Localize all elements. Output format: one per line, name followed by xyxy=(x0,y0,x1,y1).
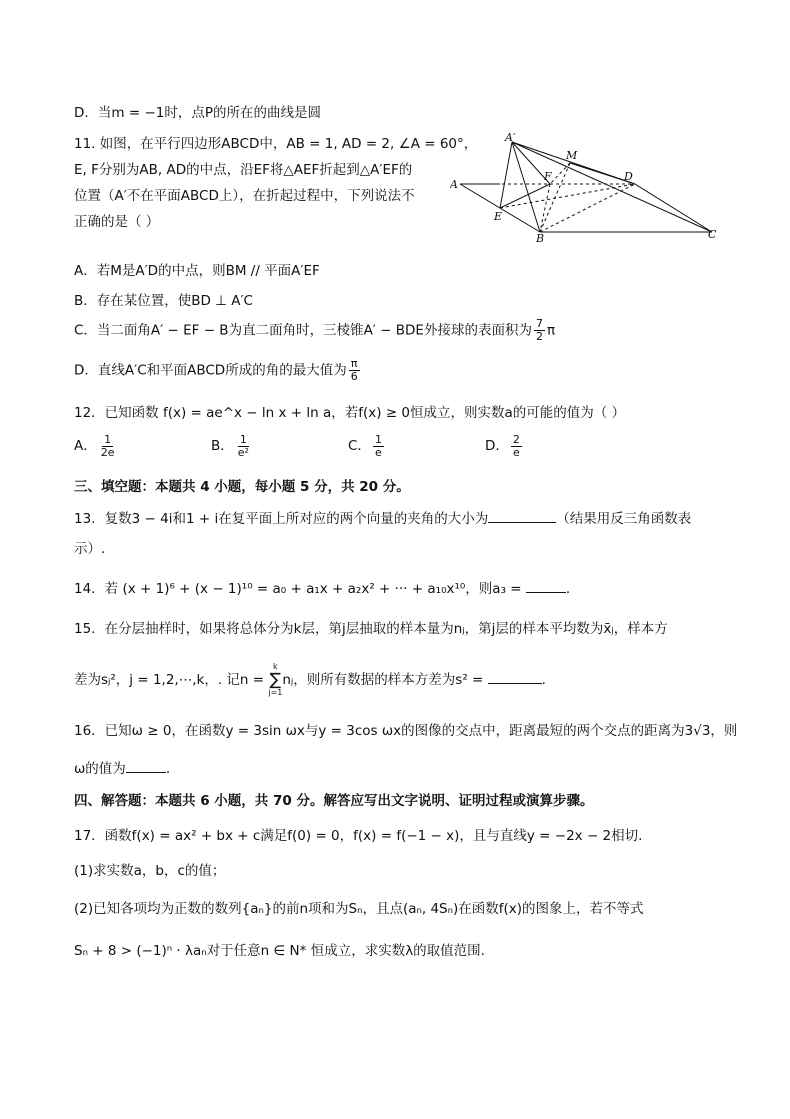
section-4-heading: 四、解答题：本题共 6 小题，共 70 分。解答应写出文字说明、证明过程或演算步骤。 xyxy=(74,793,594,809)
q17-part-2-line-1: (2)已知各项均为正数的数列{aₙ}的前n项和为Sₙ，且点(aₙ, 4Sₙ)在函数f(x)的图象上，若不等式 xyxy=(74,901,644,917)
q12-option-d xyxy=(485,432,622,460)
q12-option-a-den: 2e xyxy=(100,445,115,459)
q11-option-c-den: 2 xyxy=(535,330,543,343)
q11-option-c-fraction xyxy=(534,318,545,343)
q12-option-b-num: 1 xyxy=(239,432,247,446)
q12-options xyxy=(74,432,622,460)
q14-answer-blank[interactable] xyxy=(526,580,566,593)
q15-text-post: . xyxy=(541,672,546,688)
q15-text: 差为sⱼ²，j = 1,2,⋯,k，. 记n = xyxy=(74,672,269,688)
q13-line-2: 示）. xyxy=(74,541,106,557)
q12-option-a xyxy=(74,432,211,460)
section-3-heading: 三、填空题：本题共 4 小题，每小题 5 分，共 20 分。 xyxy=(74,479,410,495)
q11-option-d-den: 6 xyxy=(350,370,358,383)
q11-option-a: A．若M是A′D的中点，则BM // 平面A′EF xyxy=(74,263,320,279)
q16-answer-blank[interactable] xyxy=(126,760,166,773)
q11-option-b: B．存在某位置，使BD ⊥ A′C xyxy=(74,293,253,309)
q12-option-a-num: 1 xyxy=(104,432,112,446)
q12-option-c-den: e xyxy=(375,445,382,459)
label-d: D xyxy=(624,170,633,183)
q12-option-c-label: C． xyxy=(348,438,371,454)
q11-stem-line-1: 11. 如图，在平行四边形ABCD中，AB = 1, AD = 2, ∠A = 60°， xyxy=(74,136,478,152)
q17-part-2-line-2: Sₙ + 8 > (−1)ⁿ · λaₙ对于任意n ∈ N* 恒成立，求实数λ的取值范围. xyxy=(74,943,485,959)
q16-text-post: . xyxy=(165,761,171,777)
q13-text: 13．复数3 − 4i和1 + i在复平面上所对应的两个向量的夹角的大小为 xyxy=(74,511,489,527)
q13-answer-blank[interactable] xyxy=(488,510,556,523)
q15-sum-top: k xyxy=(273,662,278,671)
q11-stem-line-2: E, F分别为AB, AD的中点，沿EF将△AEF折起到△A′EF的 xyxy=(74,162,413,178)
label-c: C xyxy=(708,228,717,241)
q11-stem-line-4: 正确的是（ ） xyxy=(74,214,160,230)
q11-option-d-fraction xyxy=(349,358,360,383)
label-e: E xyxy=(494,210,503,223)
q12-stem: 12．已知函数 f(x) = ae^x − ln x + ln a，若f(x) ≥ 0恒成立，则实数a的可能的值为（ ） xyxy=(74,405,626,421)
q15-summation xyxy=(268,662,282,698)
q16-line-2 xyxy=(74,760,170,778)
label-a: A xyxy=(450,178,458,191)
q11-option-c-num: 7 xyxy=(535,317,543,330)
q17-part-1: (1)求实数a，b，c的值； xyxy=(74,863,226,879)
q12-option-d-label: D． xyxy=(485,438,509,454)
q12-option-b xyxy=(211,432,348,460)
q12-option-d-fraction xyxy=(511,434,522,459)
prev-option-d: D．当m = −1时，点P的所在的曲线是圆 xyxy=(74,105,321,121)
q14-text: 14．若 (x + 1)⁶ + (x − 1)¹⁰ = a₀ + a₁x + a₂x² + ··· + a₁₀x¹⁰，则a₃ = xyxy=(74,581,526,597)
label-a-prime: A′ xyxy=(505,132,516,144)
q15-line-2 xyxy=(74,662,546,698)
q15-text-mid: nⱼ，则所有数据的样本方差为s² = xyxy=(282,672,488,688)
q15-answer-blank[interactable] xyxy=(488,671,542,684)
q11-stem xyxy=(74,134,478,232)
q11-option-c-text: C．当二面角A′ − EF − B为直二面角时，三棱锥A′ − BDE外接球的表面积为 xyxy=(74,322,532,339)
q11-stem-line-3: 位置（A′不在平面ABCD上），在折起过程中，下列说法不 xyxy=(74,188,415,204)
q12-option-c-fraction xyxy=(373,434,384,459)
q11-option-d-text: D．直线A′C和平面ABCD所成的角的最大值为 xyxy=(74,362,347,379)
q15-line-1: 15．在分层抽样时，如果将总体分为k层，第j层抽取的样本量为nⱼ，第j层的样本平均数为x̄ⱼ，样本方 xyxy=(74,621,668,637)
q14-line xyxy=(74,580,570,598)
q12-option-b-label: B． xyxy=(211,438,234,454)
q14-text-post: . xyxy=(565,581,571,597)
q12-option-c xyxy=(348,432,485,460)
q13-line-1 xyxy=(74,510,691,528)
label-m: M xyxy=(566,149,578,162)
q11-option-d xyxy=(74,358,362,383)
q11-option-c xyxy=(74,318,555,343)
label-f: F xyxy=(544,170,552,183)
q13-text-post: （结果用反三角函数表 xyxy=(556,511,692,527)
folded-parallelogram-figure xyxy=(450,132,725,242)
q12-option-d-den: e xyxy=(513,445,520,459)
q12-option-c-num: 1 xyxy=(374,432,382,446)
q17-stem: 17．函数f(x) = ax² + bx + c满足f(0) = 0，f(x) = f(−1 − x)，且与直线y = −2x − 2相切. xyxy=(74,828,643,844)
label-b: B xyxy=(536,232,545,242)
q15-sum-sign: ∑ xyxy=(269,670,282,690)
q12-option-b-den: e² xyxy=(237,445,249,459)
q12-option-a-fraction xyxy=(99,434,117,459)
q11-option-c-post: π xyxy=(546,322,556,339)
q16-text: ω的值为 xyxy=(74,761,126,777)
q12-option-a-label: A． xyxy=(74,438,97,454)
q12-option-b-fraction xyxy=(236,434,251,459)
q11-option-d-num: π xyxy=(350,357,358,370)
q12-option-d-num: 2 xyxy=(512,432,520,446)
q16-line-1: 16．已知ω ≥ 0，在函数y = 3sin ωx与y = 3cos ωx的图像的交点中，距离最短的两个交点的距离为3√3，则 xyxy=(74,723,738,739)
q15-sum-bottom: j=1 xyxy=(268,688,283,697)
